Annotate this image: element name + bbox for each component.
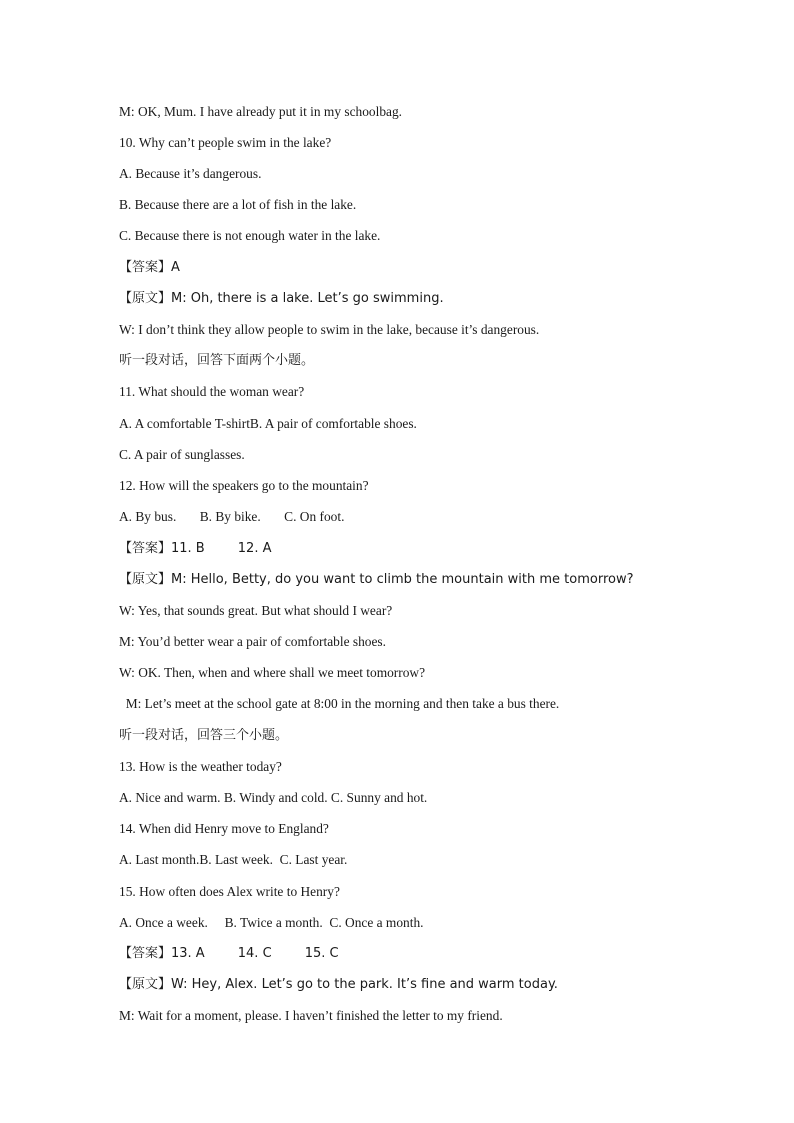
section-instruction: 听一段对话，回答下面两个小题。 xyxy=(119,353,315,368)
options-line: A. Last month.B. Last week. C. Last year. xyxy=(119,852,348,867)
dialogue-line: M: Let’s meet at the school gate at 8:00 in the morning and then take a bus there. xyxy=(119,696,560,711)
section-instruction: 听一段对话，回答三个小题。 xyxy=(119,728,289,743)
option-a: A. Because it’s dangerous. xyxy=(119,166,262,181)
options-line: A. Once a week. B. Twice a month. C. Once a month. xyxy=(119,915,424,930)
question-10: 10. Why can’t people swim in the lake? xyxy=(119,135,332,150)
transcript-line: 【原文】W: Hey, Alex. Let’s go to the park. It’s fine and warm today. xyxy=(119,977,558,992)
answer-line: 【答案】13. A 14. C 15. C xyxy=(119,946,339,961)
option-c: C. Because there is not enough water in the lake. xyxy=(119,228,381,243)
question-13: 13. How is the weather today? xyxy=(119,759,282,774)
answer-line: 【答案】11. B 12. A xyxy=(119,541,272,556)
dialogue-line: M: Wait for a moment, please. I haven’t finished the letter to my friend. xyxy=(119,1008,503,1023)
options-line: A. Nice and warm. B. Windy and cold. C. Sunny and hot. xyxy=(119,790,428,805)
transcript-line: 【原文】M: Oh, there is a lake. Let’s go swimming. xyxy=(119,291,444,306)
answer-line: 【答案】A xyxy=(119,260,180,275)
question-11: 11. What should the woman wear? xyxy=(119,384,305,399)
transcript-line: 【原文】M: Hello, Betty, do you want to climb the mountain with me tomorrow? xyxy=(119,572,634,587)
question-14: 14. When did Henry move to England? xyxy=(119,821,329,836)
dialogue-line: M: You’d better wear a pair of comfortable shoes. xyxy=(119,634,386,649)
question-15: 15. How often does Alex write to Henry? xyxy=(119,884,340,899)
dialogue-line: M: OK, Mum. I have already put it in my schoolbag. xyxy=(119,104,403,119)
options-line: A. By bus. B. By bike. C. On foot. xyxy=(119,509,345,524)
dialogue-line: W: OK. Then, when and where shall we meet tomorrow? xyxy=(119,665,426,680)
options-line: A. A comfortable T-shirtB. A pair of comfortable shoes. xyxy=(119,416,417,431)
question-12: 12. How will the speakers go to the mountain? xyxy=(119,478,369,493)
dialogue-line: W: Yes, that sounds great. But what should I wear? xyxy=(119,603,393,618)
option-b: B. Because there are a lot of fish in the lake. xyxy=(119,197,357,212)
option-c: C. A pair of sunglasses. xyxy=(119,447,245,462)
dialogue-line: W: I don’t think they allow people to swim in the lake, because it’s dangerous. xyxy=(119,322,540,337)
